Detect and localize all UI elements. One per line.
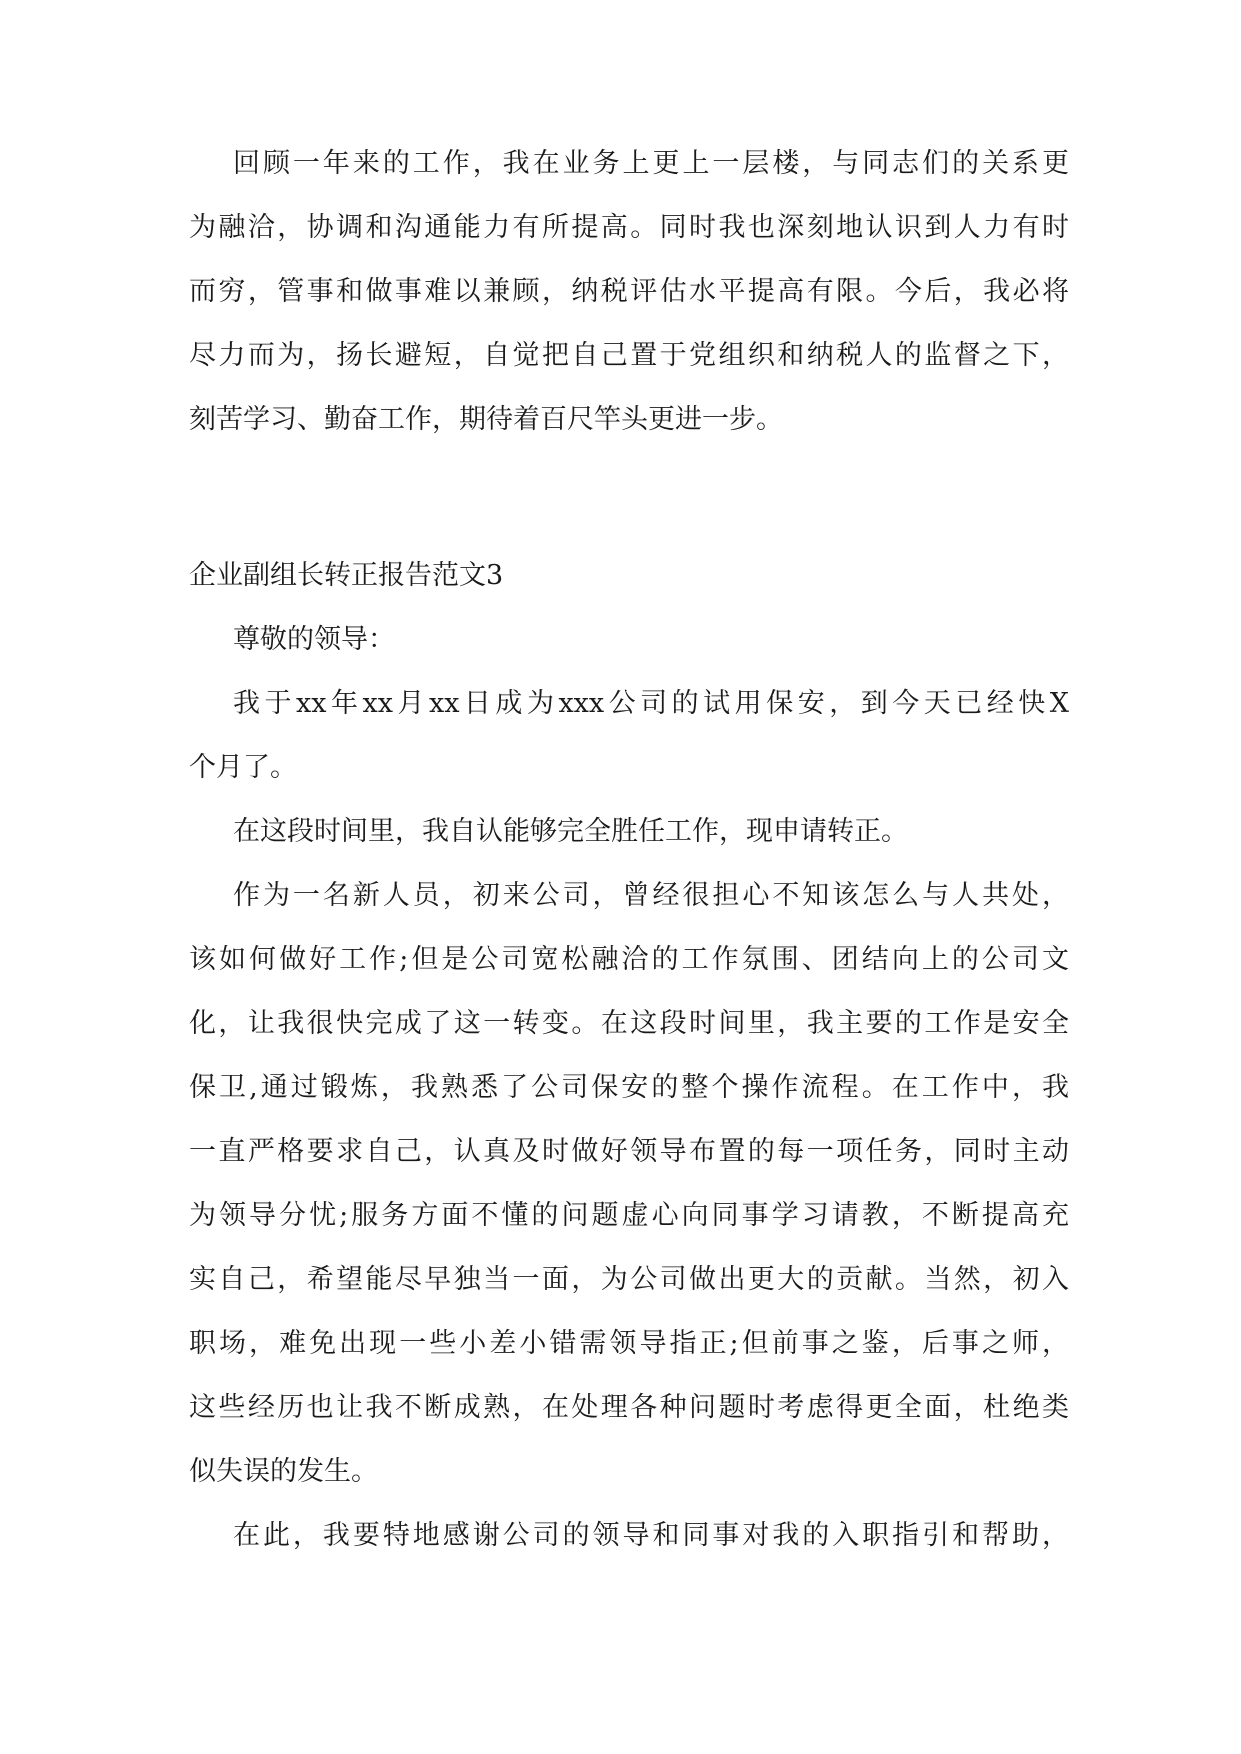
section-heading: 企业副组长转正报告范文3: [189, 560, 504, 591]
text-line: 在此，我要特地感谢公司的领导和同事对我的入职指引和帮助，: [233, 1520, 1069, 1551]
text-line: 该如何做好工作;但是公司宽松融洽的工作氛围、团结向上的公司文: [189, 944, 1069, 975]
text-line: 回顾一年来的工作，我在业务上更上一层楼，与同志们的关系更: [233, 148, 1069, 179]
text-line: 作为一名新人员，初来公司，曾经很担心不知该怎么与人共处，: [233, 880, 1069, 911]
text-line: 尽力而为，扬长避短，自觉把自己置于党组织和纳税人的监督之下，: [189, 340, 1069, 371]
text-line: 为领导分忧;服务方面不懂的问题虚心向同事学习请教，不断提高充: [189, 1200, 1069, 1231]
text-line: 而穷，管事和做事难以兼顾，纳税评估水平提高有限。今后，我必将: [189, 276, 1069, 307]
text-line: 刻苦学习、勤奋工作，期待着百尺竿头更进一步。: [189, 404, 783, 435]
text-line: 保卫,通过锻炼，我熟悉了公司保安的整个操作流程。在工作中，我: [189, 1072, 1069, 1103]
text-line: 在这段时间里，我自认能够完全胜任工作，现申请转正。: [233, 816, 908, 847]
text-line: 为融洽，协调和沟通能力有所提高。同时我也深刻地认识到人力有时: [189, 212, 1069, 243]
text-line: 化，让我很快完成了这一转变。在这段时间里，我主要的工作是安全: [189, 1008, 1069, 1039]
salutation: 尊敬的领导：: [233, 624, 395, 655]
text-line: 个月了。: [189, 752, 297, 783]
text-line: 我于xx年xx月xx日成为xxx公司的试用保安，到今天已经快X: [233, 688, 1069, 719]
text-line: 实自己，希望能尽早独当一面，为公司做出更大的贡献。当然，初入: [189, 1264, 1069, 1295]
text-line: 职场，难免出现一些小差小错需领导指正;但前事之鉴，后事之师，: [189, 1328, 1069, 1359]
text-line: 这些经历也让我不断成熟，在处理各种问题时考虑得更全面，杜绝类: [189, 1392, 1069, 1423]
text-line: 一直严格要求自己，认真及时做好领导布置的每一项任务，同时主动: [189, 1136, 1069, 1167]
text-line: 似失误的发生。: [189, 1456, 378, 1487]
